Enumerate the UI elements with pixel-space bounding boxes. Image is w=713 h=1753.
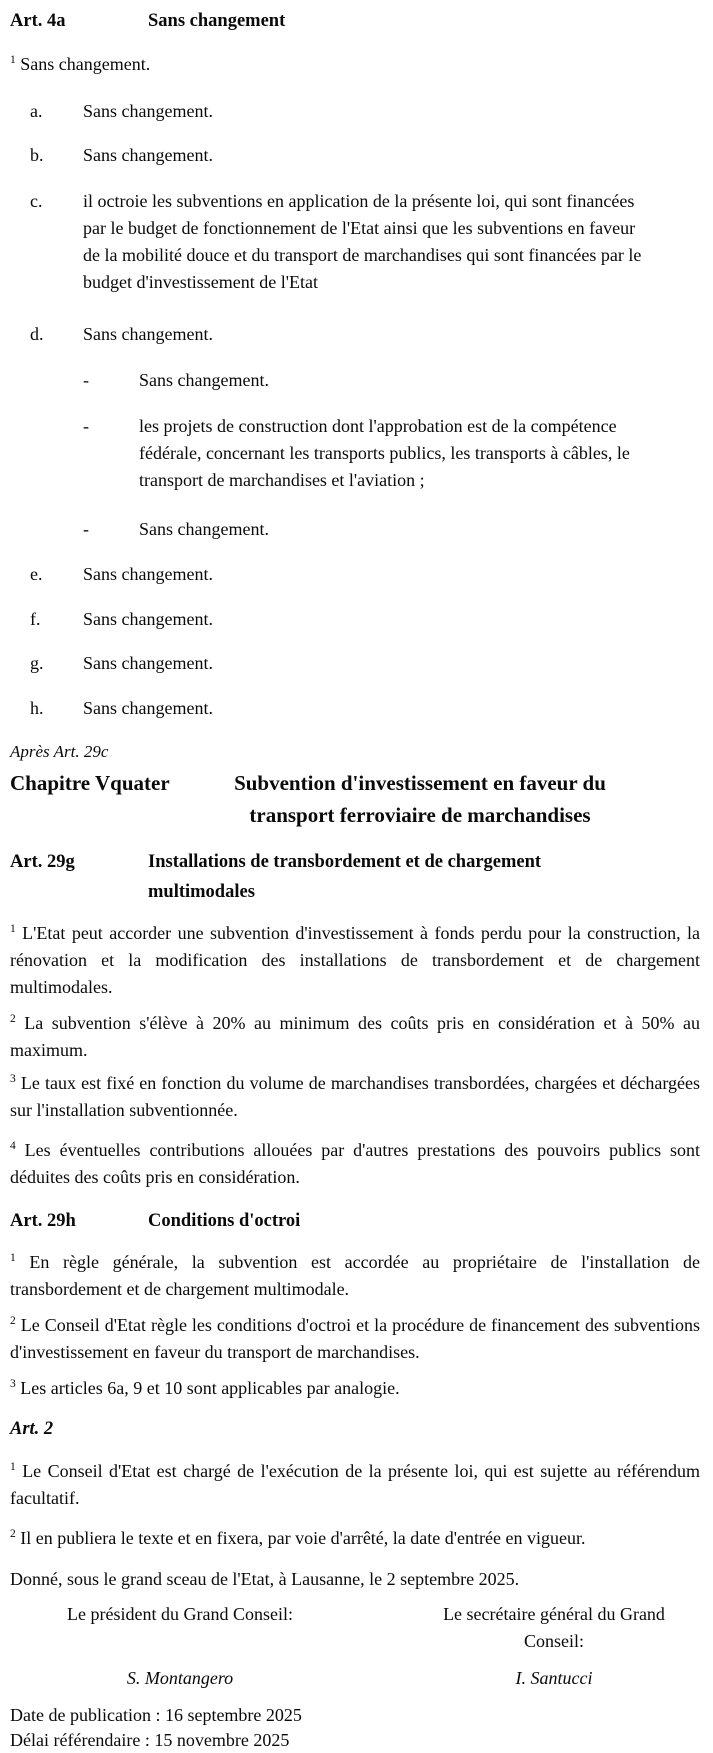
referendum-deadline-line: Délai référendaire : 15 novembre 2025 xyxy=(10,1730,290,1750)
paragraph xyxy=(10,1070,700,1124)
paragraph-number: 2 xyxy=(10,1528,16,1540)
paragraph xyxy=(10,1312,700,1366)
list-item-text: Sans changement. xyxy=(83,145,213,165)
paragraph-text: Les éventuelles contributions allouées par d'autres prestations des pouvoirs publics sont déduites des coûts pris en considération. xyxy=(10,1140,700,1187)
list-marker: h. xyxy=(30,698,44,718)
list-marker: d. xyxy=(30,324,44,344)
list-item-h xyxy=(10,695,700,722)
article-heading xyxy=(10,1206,700,1236)
chapter-label: Chapitre Vquater xyxy=(10,771,170,795)
list-marker: c. xyxy=(30,191,43,211)
paragraph-number: 3 xyxy=(10,1378,16,1390)
paragraph-number: 4 xyxy=(10,1140,16,1152)
article-4a-section xyxy=(10,6,700,722)
article-heading xyxy=(10,6,700,36)
publication-date-line: Date de publication : 16 septembre 2025 xyxy=(10,1705,302,1725)
article-2-section xyxy=(10,1416,700,1552)
list-marker: b. xyxy=(30,145,44,165)
paragraph xyxy=(10,1249,700,1303)
paragraph xyxy=(10,1010,700,1064)
paragraph xyxy=(10,1458,700,1512)
paragraph-number: 2 xyxy=(10,1013,16,1025)
paragraph-text: Sans changement. xyxy=(20,54,151,74)
list-item-text: Sans changement. xyxy=(83,609,213,629)
sub-list-item-text: Sans changement. xyxy=(139,370,269,390)
paragraph-number: 2 xyxy=(10,1315,16,1327)
list-item-text: Sans changement. xyxy=(83,101,213,121)
paragraph xyxy=(10,1137,700,1191)
secretary-signature: I. Santucci xyxy=(515,1668,593,1688)
paragraph-text: Les articles 6a, 9 et 10 sont applicables par analogie. xyxy=(20,1378,400,1398)
dash-marker: - xyxy=(83,370,89,390)
list-item-b xyxy=(10,142,700,169)
article-label: Art. 2 xyxy=(10,1419,54,1439)
chapter-note: Après Art. 29c xyxy=(10,742,109,761)
article-title: Conditions d'octroi xyxy=(148,1211,301,1231)
paragraph xyxy=(10,51,700,78)
paragraph-text: Le Conseil d'Etat est chargé de l'exécution de la présente loi, qui est sujette au référendum facultatif. xyxy=(10,1461,700,1508)
sub-list-item-text: Sans changement. xyxy=(139,519,269,539)
article-title: Installations de transbordement et de chargement multimodales xyxy=(148,852,542,902)
paragraph-text: Le Conseil d'Etat règle les conditions d'octroi et la procédure de financement des subventions d'investissement en faveur du transport de marchandises. xyxy=(10,1315,700,1362)
publication-block xyxy=(10,1703,700,1753)
article-label: Art. 29h xyxy=(10,1211,76,1231)
list-marker: g. xyxy=(30,653,44,673)
paragraph xyxy=(10,920,700,1001)
article-label: Art. 4a xyxy=(10,11,66,31)
list-marker: a. xyxy=(30,101,43,121)
paragraph-number: 1 xyxy=(10,1461,16,1473)
article-title: Sans changement xyxy=(148,11,286,31)
list-marker: e. xyxy=(30,564,43,584)
list-marker: f. xyxy=(30,609,41,629)
paragraph-text: Il en publiera le texte et en fixera, par voie d'arrêté, la date d'entrée en vigueur. xyxy=(20,1528,586,1548)
signature-roles-row xyxy=(10,1601,700,1655)
paragraph-number: 3 xyxy=(10,1073,16,1085)
sub-list-item xyxy=(10,367,700,394)
list-item-text: Sans changement. xyxy=(83,653,213,673)
article-29h-section xyxy=(10,1206,700,1402)
secretary-role: Le secrétaire général du Grand Conseil: xyxy=(443,1604,665,1651)
list-item-e xyxy=(10,561,700,588)
paragraph xyxy=(10,1375,700,1402)
article-heading xyxy=(10,847,700,907)
list-item-f xyxy=(10,606,700,633)
chapter-title: Subvention d'investissement en faveur du transport ferroviaire de marchandises xyxy=(234,771,606,827)
list-item-text: il octroie les subventions en application de la présente loi, qui sont financées par le budget de fonctionnement de l'Etat ainsi que les subventions en faveur de la mobilité douce et du transport de marchandises qui sont financées par le budget d'investissement de l'Etat xyxy=(83,191,642,292)
list-item-text: Sans changement. xyxy=(83,324,213,344)
sub-list-item xyxy=(10,516,700,543)
article-label: Art. 29g xyxy=(10,852,75,872)
list-item-text: Sans changement. xyxy=(83,564,213,584)
list-item-g xyxy=(10,650,700,677)
paragraph-text: L'Etat peut accorder une subvention d'investissement à fonds perdu pour la construction, la rénovation et la modification des installations de transbordement et de chargement multimodales. xyxy=(10,923,700,997)
list-item-text: Sans changement. xyxy=(83,698,213,718)
president-signature: S. Montangero xyxy=(126,1668,234,1688)
chapter-heading xyxy=(10,767,700,831)
dash-marker: - xyxy=(83,519,89,539)
paragraph-text: La subvention s'élève à 20% au minimum des coûts pris en considération et à 50% au maximum. xyxy=(10,1013,700,1060)
list-item-a xyxy=(10,98,700,125)
paragraph-number: 1 xyxy=(10,1252,16,1264)
list-item-d xyxy=(10,321,700,348)
paragraph-number: 1 xyxy=(10,54,16,66)
sub-list-item-text: les projets de construction dont l'approbation est de la compétence fédérale, concernant les transports publics, les transports à câbles, le transport de marchandises et l'aviation ; xyxy=(139,416,630,490)
paragraph-text: Le taux est fixé en fonction du volume de marchandises transbordées, chargées et déchargées sur l'installation subventionnée. xyxy=(10,1073,700,1120)
dash-marker: - xyxy=(83,416,89,436)
paragraph-number: 1 xyxy=(10,923,16,935)
sub-list-item xyxy=(10,413,700,494)
enactment-line: Donné, sous le grand sceau de l'Etat, à Lausanne, le 2 septembre 2025. xyxy=(10,1569,520,1589)
president-role: Le président du Grand Conseil: xyxy=(67,1604,293,1624)
list-item-c xyxy=(10,188,700,296)
paragraph xyxy=(10,1525,700,1552)
signature-names-row xyxy=(10,1665,700,1692)
article-29g-section xyxy=(10,847,700,1191)
paragraph-text: En règle générale, la subvention est accordée au propriétaire de l'installation de transbordement et de chargement multimodale. xyxy=(10,1252,701,1299)
